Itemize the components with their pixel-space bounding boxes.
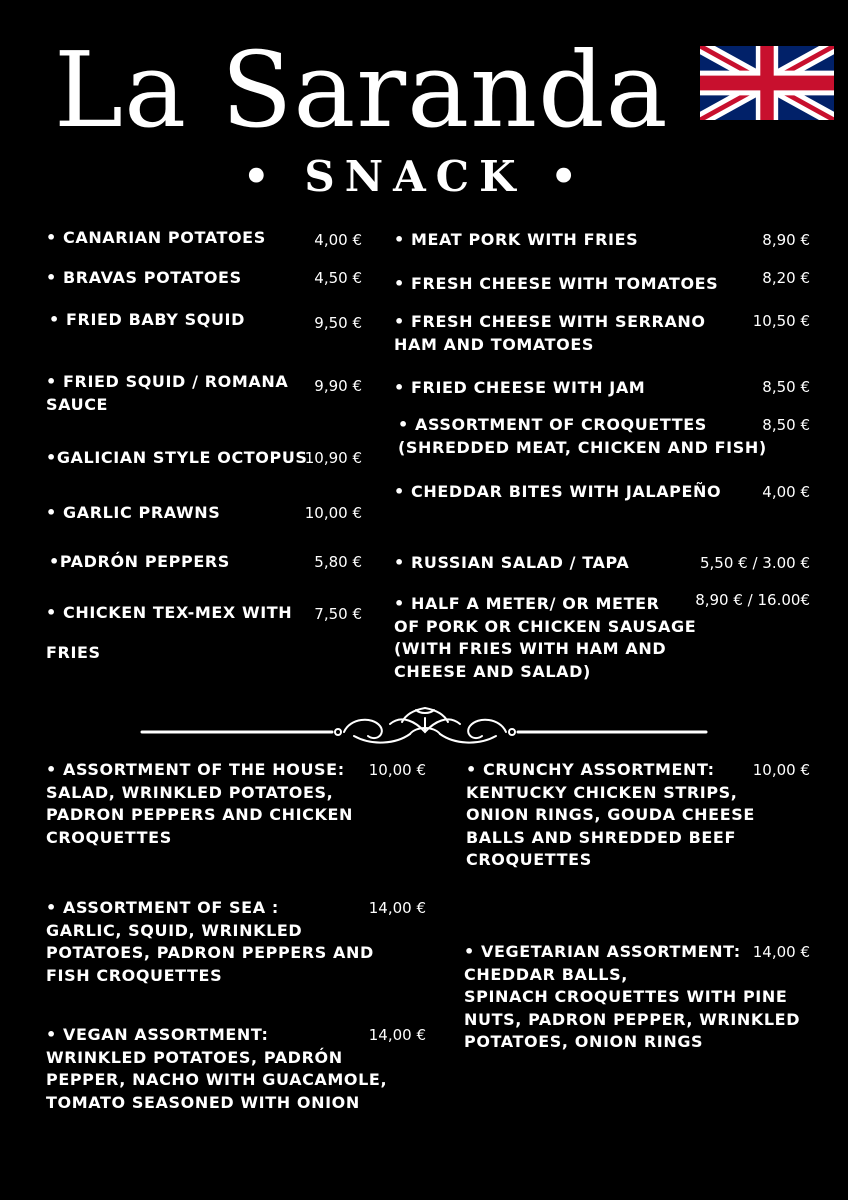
menu-item-price: 8,90 € / 16.00€ <box>695 591 810 609</box>
menu-item-chicken-tex-mex: • CHICKEN TEX-MEX WITH FRIES <box>46 603 293 662</box>
menu-item-fresh-cheese-tomatoes: • FRESH CHEESE WITH TOMATOES <box>394 274 719 293</box>
menu-item-price: 5,80 € <box>314 553 362 571</box>
assortment-price: 14,00 € <box>752 943 810 961</box>
menu-item-price: 10,90 € <box>304 449 362 467</box>
assortment-crunchy: • CRUNCHY ASSORTMENT: KENTUCKY CHICKEN STRIPS, ONION RINGS, GOUDA CHEESE BALLS AND SHREDDED BEEF CROQUETTES <box>466 760 755 869</box>
assortment-price: 10,00 € <box>752 761 810 779</box>
menu-item-padron-peppers: •PADRÓN PEPPERS <box>49 552 230 571</box>
assortment-vegan: • VEGAN ASSORTMENT: WRINKLED POTATOES, PADRÓN PEPPER, NACHO WITH GUACAMOLE, TOMATO SEASONED WITH ONION <box>46 1025 388 1112</box>
menu-item-fried-baby-squid: • FRIED BABY SQUID <box>49 310 245 329</box>
menu-item-price: 8,50 € <box>762 378 810 396</box>
menu-item-price: 8,20 € <box>762 269 810 287</box>
menu-item-price: 8,50 € <box>762 416 810 434</box>
menu-item-price: 4,00 € <box>762 483 810 501</box>
assortment-sea: • ASSORTMENT OF SEA : GARLIC, SQUID, WRINKLED POTATOES, PADRON PEPPERS AND FISH CROQUETTES <box>46 898 374 985</box>
assortment-house: • ASSORTMENT OF THE HOUSE: SALAD, WRINKLED POTATOES, PADRON PEPPERS AND CHICKEN CROQUETTES <box>46 760 354 847</box>
menu-item-garlic-prawns: • GARLIC PRAWNS <box>46 503 221 522</box>
menu-item-meat-pork-fries: • MEAT PORK WITH FRIES <box>394 230 639 249</box>
assortment-price: 14,00 € <box>368 1026 426 1044</box>
assortment-price: 14,00 € <box>368 899 426 917</box>
menu-item-bravas-potatoes: • BRAVAS POTATOES <box>46 268 242 287</box>
section-subtitle: • SNACK • <box>242 152 588 201</box>
assortment-vegetarian: • VEGETARIAN ASSORTMENT: CHEDDAR BALLS, SPINACH CROQUETTES WITH PINE NUTS, PADRON PEPPER, WRINKLED POTATOES, ONION RINGS <box>464 942 801 1051</box>
menu-item-price: 5,50 € / 3.00 € <box>699 554 810 572</box>
menu-item-croquettes-assortment: • ASSORTMENT OF CROQUETTES (SHREDDED MEAT, CHICKEN AND FISH) <box>398 415 767 457</box>
menu-item-russian-salad: • RUSSIAN SALAD / TAPA <box>394 553 630 572</box>
menu-item-price: 4,00 € <box>314 231 362 249</box>
menu-item-fried-squid: • FRIED SQUID / ROMANA SAUCE <box>46 372 289 414</box>
menu-item-fried-cheese-jam: • FRIED CHEESE WITH JAM <box>394 378 646 397</box>
restaurant-title: La Saranda <box>54 29 669 151</box>
menu-item-price: 4,50 € <box>314 269 362 287</box>
assortment-price: 10,00 € <box>368 761 426 779</box>
menu-item-price: 9,50 € <box>314 314 362 332</box>
menu-item-price: 10,00 € <box>304 504 362 522</box>
menu-item-price: 10,50 € <box>752 312 810 330</box>
ornamental-divider-icon <box>140 700 710 760</box>
menu-item-galician-octopus: •GALICIAN STYLE OCTOPUS <box>46 448 308 467</box>
menu-item-price: 9,90 € <box>314 377 362 395</box>
uk-flag-icon <box>700 46 834 120</box>
menu-item-cheddar-bites: • CHEDDAR BITES WITH JALAPEÑO <box>394 482 722 501</box>
menu-item-canarian-potatoes: • CANARIAN POTATOES <box>46 228 266 247</box>
menu-item-fresh-cheese-serrano: • FRESH CHEESE WITH SERRANO HAM AND TOMATOES <box>394 312 706 354</box>
menu-item-price: 8,90 € <box>762 231 810 249</box>
menu-item-sausage-meter: • HALF A METER/ OR METER OF PORK OR CHICKEN SAUSAGE (WITH FRIES WITH HAM AND CHEESE AND SALAD) <box>394 594 697 681</box>
menu-item-price: 7,50 € <box>314 605 362 623</box>
